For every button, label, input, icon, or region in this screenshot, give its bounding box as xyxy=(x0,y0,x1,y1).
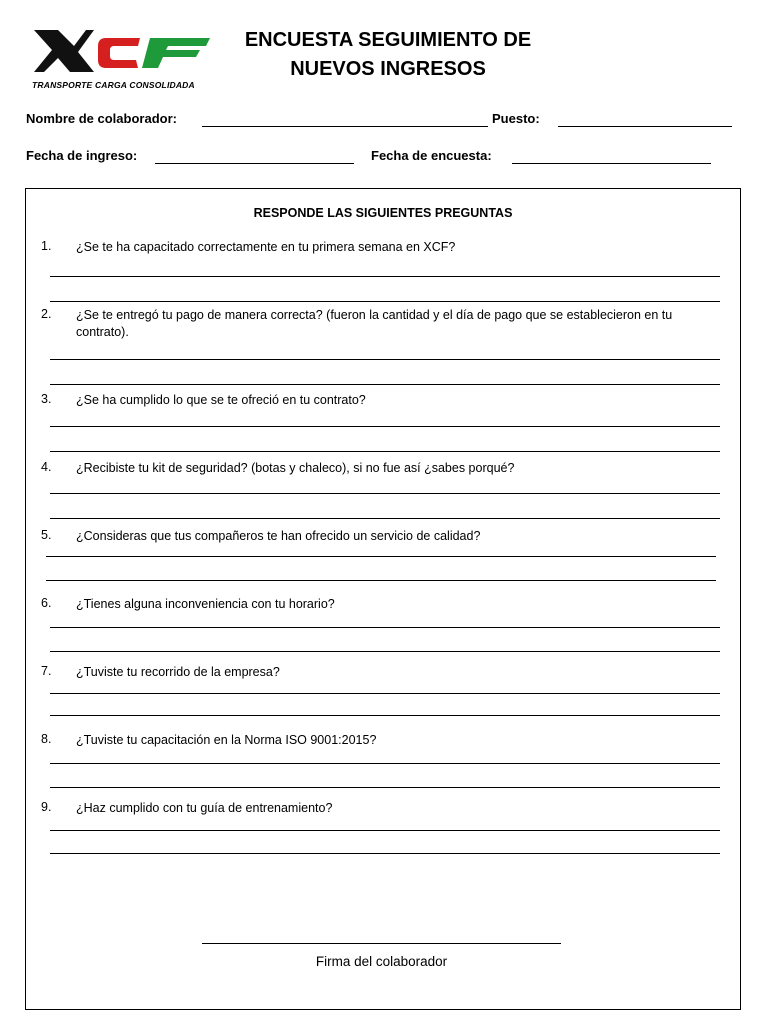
question-text: ¿Se ha cumplido lo que se te ofreció en tu contrato? xyxy=(76,393,366,407)
answer-line[interactable] xyxy=(50,787,720,788)
answer-line[interactable] xyxy=(50,651,720,652)
company-logo xyxy=(28,22,218,94)
name-position-row xyxy=(26,111,736,133)
question-text: ¿Consideras que tus compañeros te han ofrecido un servicio de calidad? xyxy=(76,529,481,543)
answer-line[interactable] xyxy=(50,518,720,519)
answer-line[interactable] xyxy=(50,426,720,427)
question-number: 5. xyxy=(41,528,52,542)
question-number: 6. xyxy=(41,596,52,610)
position-field[interactable] xyxy=(558,126,732,127)
question-item xyxy=(26,528,740,596)
answer-line[interactable] xyxy=(46,556,716,557)
answer-line[interactable] xyxy=(50,763,720,764)
question-item xyxy=(26,307,740,375)
signature-line[interactable] xyxy=(202,943,561,944)
answer-line[interactable] xyxy=(50,830,720,831)
question-number: 7. xyxy=(41,664,52,678)
collaborator-name-label: Nombre de colaborador: xyxy=(26,111,177,126)
question-text: ¿Tienes alguna inconveniencia con tu horario? xyxy=(76,597,335,611)
position-label: Puesto: xyxy=(492,111,540,126)
question-number: 8. xyxy=(41,732,52,746)
answer-line[interactable] xyxy=(50,693,720,694)
answer-line[interactable] xyxy=(46,580,716,581)
title-line-2: NUEVOS INGRESOS xyxy=(290,58,486,80)
title-line-1: ENCUESTA SEGUIMIENTO DE xyxy=(244,29,532,51)
question-list xyxy=(26,239,740,868)
question-item xyxy=(26,732,740,800)
logo-tagline: TRANSPORTE CARGA CONSOLIDADA xyxy=(32,80,195,90)
questions-box xyxy=(25,188,741,1010)
section-title: RESPONDE LAS SIGUIENTES PREGUNTAS xyxy=(253,206,513,220)
dates-row xyxy=(26,148,736,170)
question-text: ¿Tuviste tu capacitación en la Norma ISO 9001:2015? xyxy=(76,733,377,747)
document-title xyxy=(220,26,556,84)
question-number: 9. xyxy=(41,800,52,814)
question-item xyxy=(26,664,740,732)
collaborator-name-field[interactable] xyxy=(202,126,488,127)
answer-line[interactable] xyxy=(50,627,720,628)
question-text: ¿Se te entregó tu pago de manera correcta? (fueron la cantidad y el día de pago que se establecieron en tu contrato). xyxy=(76,308,673,339)
question-item xyxy=(26,239,740,307)
hire-date-field[interactable] xyxy=(155,163,354,164)
answer-line[interactable] xyxy=(50,276,720,277)
answer-line[interactable] xyxy=(50,493,720,494)
survey-date-label: Fecha de encuesta: xyxy=(371,148,492,163)
question-item xyxy=(26,460,740,528)
question-text: ¿Tuviste tu recorrido de la empresa? xyxy=(76,665,280,679)
answer-line[interactable] xyxy=(50,359,720,360)
answer-line[interactable] xyxy=(50,451,720,452)
answer-line[interactable] xyxy=(50,301,720,302)
answer-line[interactable] xyxy=(50,715,720,716)
question-number: 2. xyxy=(41,307,52,321)
answer-line[interactable] xyxy=(50,853,720,854)
question-number: 1. xyxy=(41,239,52,253)
question-number: 4. xyxy=(41,460,52,474)
question-item xyxy=(26,800,740,868)
question-text: ¿Se te ha capacitado correctamente en tu primera semana en XCF? xyxy=(76,240,456,254)
question-text: ¿Haz cumplido con tu guía de entrenamiento? xyxy=(76,801,333,815)
question-number: 3. xyxy=(41,392,52,406)
signature-label: Firma del colaborador xyxy=(315,954,448,969)
question-text: ¿Recibiste tu kit de seguridad? (botas y chaleco), si no fue así ¿sabes porqué? xyxy=(76,461,515,475)
hire-date-label: Fecha de ingreso: xyxy=(26,148,138,163)
xcf-logo-graphic xyxy=(28,22,218,78)
answer-line[interactable] xyxy=(50,384,720,385)
question-item xyxy=(26,596,740,664)
question-item xyxy=(26,392,740,460)
survey-date-field[interactable] xyxy=(512,163,711,164)
